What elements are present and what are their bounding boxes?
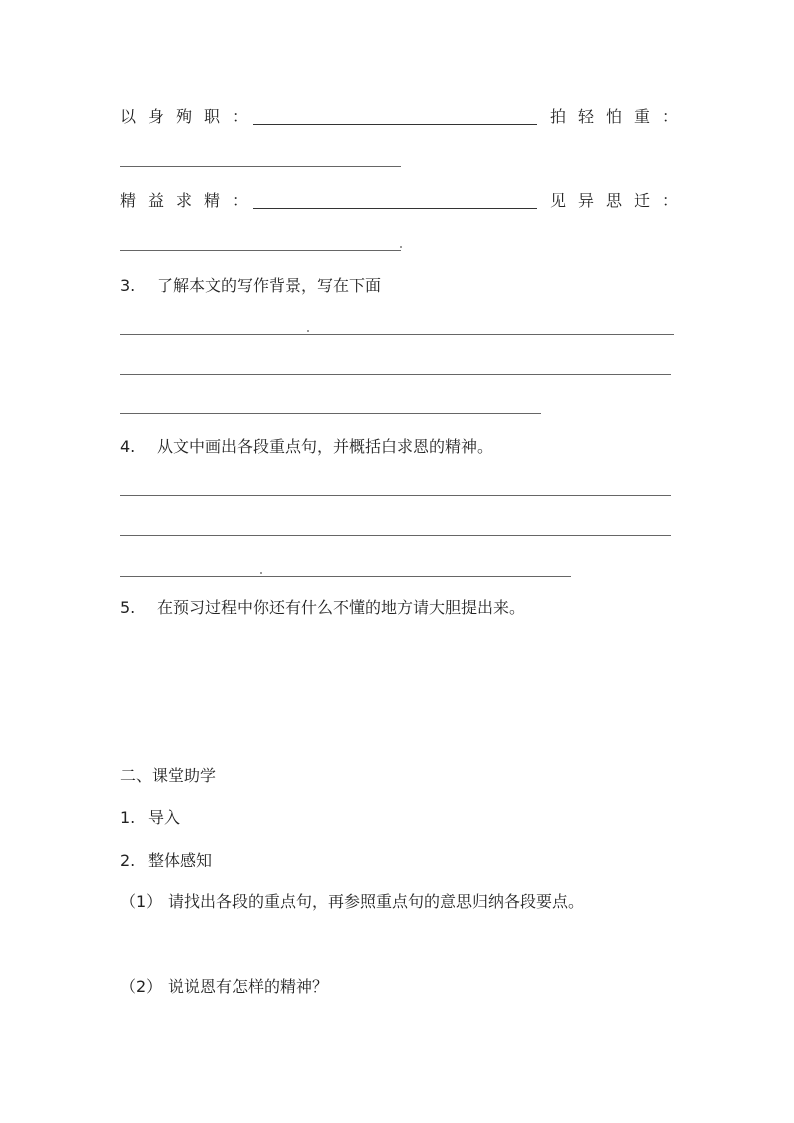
dot-mark (400, 246, 402, 248)
item-1-number: 1. (120, 808, 136, 827)
answer-line[interactable] (253, 124, 537, 125)
sub-2-number: （2） (120, 977, 163, 996)
vocab-term-jingyiqiujing: 精益求精： (120, 191, 261, 210)
answer-line[interactable] (253, 208, 537, 209)
section-heading: 二、课堂助学 (120, 766, 217, 785)
answer-line[interactable] (120, 334, 674, 335)
dot-mark (307, 330, 309, 332)
answer-line[interactable] (120, 250, 401, 251)
answer-line[interactable] (120, 495, 671, 496)
answer-line[interactable] (120, 413, 541, 414)
question-5-number: 5. (120, 598, 136, 617)
sub-1-number: （1） (120, 892, 163, 911)
answer-line[interactable] (120, 576, 571, 577)
answer-line[interactable] (120, 166, 401, 167)
vocab-term-paiqingpazhong: 拍轻怕重： (550, 107, 691, 126)
item-2-number: 2. (120, 851, 136, 870)
answer-line[interactable] (120, 535, 671, 536)
question-5-text: 在预习过程中你还有什么不懂的地方请大胆提出来。 (157, 598, 526, 617)
question-3-text: 了解本文的写作背景，写在下面 (157, 276, 382, 295)
question-4-text: 从文中画出各段重点句，并概括白求恩的精神。 (157, 437, 494, 456)
dot-mark (260, 572, 262, 574)
vocab-term-yishenxunzhi: 以身殉职： (120, 107, 261, 126)
sub-1-text: 请找出各段的重点句，再参照重点句的意思归纳各段要点。 (168, 892, 585, 911)
sub-2-text: 说说恩有怎样的精神？ (168, 977, 329, 996)
question-4-number: 4. (120, 437, 136, 456)
item-1-text: 导入 (148, 808, 181, 827)
item-2-text: 整体感知 (148, 851, 213, 870)
question-3-number: 3. (120, 276, 136, 295)
answer-line[interactable] (120, 374, 671, 375)
vocab-term-jianyisiqian: 见异思迁： (550, 191, 691, 210)
